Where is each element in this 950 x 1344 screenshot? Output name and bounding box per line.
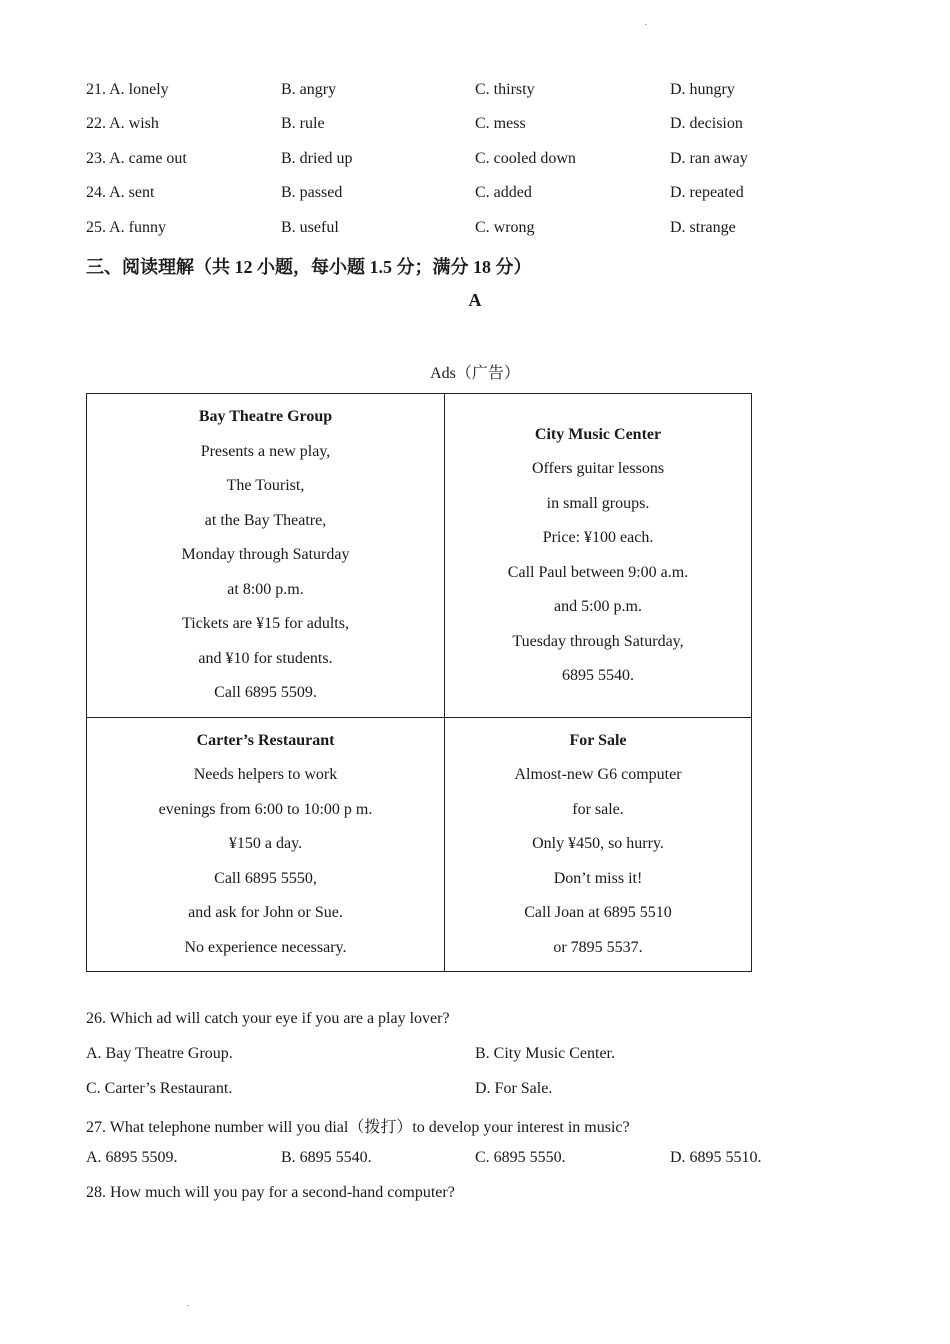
choice-23-d: D. ran away — [670, 150, 748, 167]
ad-line: Monday through Saturday — [181, 546, 350, 564]
ad-title: City Music Center — [534, 425, 662, 443]
question-28-stem: 28. How much will you pay for a second-hand computer? — [86, 1184, 455, 1201]
choice-25-a: 25. A. funny — [86, 219, 166, 236]
choice-21-d: D. hungry — [670, 81, 735, 98]
ad-line: No experience necessary. — [184, 938, 347, 956]
passage-label: A — [468, 290, 482, 310]
ad-line: or 7895 5537. — [553, 938, 643, 956]
ads-table — [86, 393, 752, 972]
q26-option-c: C. Carter’s Restaurant. — [86, 1080, 233, 1097]
ad-line: and 5:00 p.m. — [554, 598, 642, 615]
choice-24-a: 24. A. sent — [86, 184, 155, 201]
choice-25-b: B. useful — [281, 219, 339, 236]
ads-caption: Ads（广告） — [430, 365, 520, 382]
choice-row-24 — [86, 184, 866, 208]
ad-line: Call Joan at 6895 5510 — [524, 904, 672, 922]
ad-line: ¥150 a day. — [228, 835, 303, 853]
question-26-stem: 26. Which ad will catch your eye if you are a play lover? — [86, 1010, 450, 1027]
ad-line: for sale. — [572, 800, 624, 818]
q27-option-a: A. 6895 5509. — [86, 1149, 178, 1166]
ad-line: Price: ¥100 each. — [542, 529, 654, 546]
choice-21-c: C. thirsty — [475, 81, 535, 98]
q27-options — [86, 1149, 866, 1173]
ad-line: Don’t miss it! — [553, 869, 643, 887]
ad-city-music — [445, 394, 752, 718]
ad-title: For Sale — [569, 731, 627, 749]
ad-title: Bay Theatre Group — [198, 408, 333, 426]
choice-24-d: D. repeated — [670, 184, 744, 201]
ad-line: Offers guitar lessons — [531, 460, 665, 477]
ad-line: 6895 5540. — [562, 667, 634, 684]
q26-option-b: B. City Music Center. — [475, 1045, 615, 1062]
ad-line: Tickets are ¥15 for adults, — [182, 615, 349, 633]
ad-title: Carter’s Restaurant — [196, 731, 335, 749]
choice-row-25 — [86, 219, 866, 243]
choice-22-c: C. mess — [475, 115, 526, 132]
ad-line: evenings from 6:00 to 10:00 p m. — [158, 800, 373, 818]
choice-21-b: B. angry — [281, 81, 337, 98]
choice-row-22 — [86, 115, 866, 139]
ad-line: Tuesday through Saturday, — [512, 632, 684, 650]
ad-line: Almost-new G6 computer — [514, 766, 682, 784]
ad-line: Needs helpers to work — [193, 766, 338, 784]
ad-line: at the Bay Theatre, — [204, 511, 327, 529]
choice-23-c: C. cooled down — [475, 150, 576, 167]
ad-line: and ¥10 for students. — [198, 649, 333, 667]
choice-24-c: C. added — [475, 184, 532, 201]
choice-23-b: B. dried up — [281, 150, 353, 167]
ad-line: Call Paul between 9:00 a.m. — [507, 563, 689, 581]
choice-row-23 — [86, 150, 866, 174]
section-title: 三、阅读理解（共 12 小题，每小题 1.5 分；满分 18 分） — [86, 257, 532, 277]
choice-25-c: C. wrong — [475, 219, 535, 236]
q26-option-a: A. Bay Theatre Group. — [86, 1045, 233, 1062]
choice-22-a: 22. A. wish — [86, 115, 159, 132]
choice-22-b: B. rule — [281, 115, 325, 132]
ad-for-sale — [445, 718, 752, 972]
q27-option-d: D. 6895 5510. — [670, 1149, 762, 1166]
ad-bay-theatre — [87, 394, 445, 718]
q27-option-c: C. 6895 5550. — [475, 1149, 566, 1166]
choice-23-a: 23. A. came out — [86, 150, 187, 167]
scan-speck — [645, 24, 647, 25]
q27-option-b: B. 6895 5540. — [281, 1149, 372, 1166]
choice-24-b: B. passed — [281, 184, 343, 201]
choice-25-d: D. strange — [670, 219, 736, 236]
ad-line: Call 6895 5550, — [214, 869, 317, 887]
ad-line: and ask for John or Sue. — [188, 904, 343, 922]
question-27-stem: 27. What telephone number will you dial（拨打）to develop your interest in music? — [86, 1119, 630, 1136]
choice-22-d: D. decision — [670, 115, 743, 132]
ad-carters-restaurant — [87, 718, 445, 972]
ad-line: Presents a new play, — [200, 442, 331, 460]
choice-21-a: 21. A. lonely — [86, 81, 169, 98]
scan-speck — [187, 1305, 189, 1306]
ad-line: Only ¥450, so hurry. — [532, 835, 664, 853]
ad-line: The Tourist, — [226, 477, 305, 495]
q26-option-d: D. For Sale. — [475, 1080, 553, 1097]
ad-line: at 8:00 p.m. — [227, 580, 304, 598]
ad-line: Call 6895 5509. — [214, 684, 317, 702]
choice-row-21 — [86, 81, 866, 105]
ad-line: in small groups. — [546, 494, 650, 512]
